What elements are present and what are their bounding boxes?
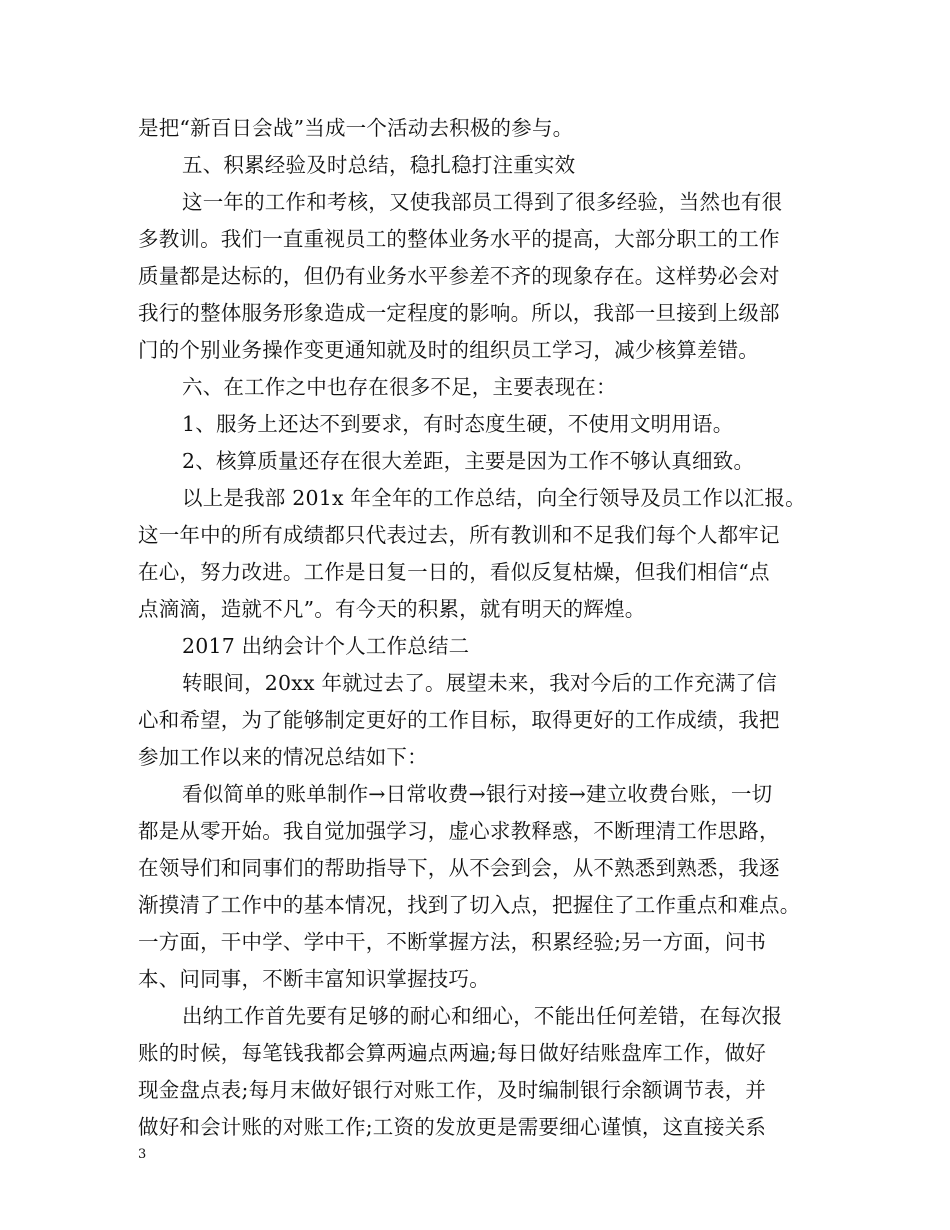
text-line: 质量都是达标的，但仍有业务水平参差不齐的现象存在。这样势必会对 xyxy=(138,264,780,288)
text-line: 1、服务上还达不到要求，有时态度生硬，不使用文明用语。 xyxy=(182,412,734,436)
text-line: 六、在工作之中也存在很多不足，主要表现在： xyxy=(182,375,617,399)
page-number: 3 xyxy=(138,1147,147,1162)
text-line: 心和希望，为了能够制定更好的工作目标，取得更好的工作成绩，我把 xyxy=(138,708,780,732)
text-line: 2017 出纳会计个人工作总结二 xyxy=(182,634,470,658)
text-line: 渐摸清了工作中的基本情况，找到了切入点，把握住了工作重点和难点。 xyxy=(138,893,801,917)
text-line: 点滴滴，造就不凡”。有今天的积累，就有明天的辉煌。 xyxy=(138,597,646,621)
text-line: 门的个别业务操作变更通知就及时的组织员工学习，减少核算差错。 xyxy=(138,338,759,362)
text-line: 都是从零开始。我自觉加强学习，虚心求教释惑，不断理清工作思路， xyxy=(138,819,780,843)
text-line: 这一年的工作和考核，又使我部员工得到了很多经验，当然也有很 xyxy=(182,190,783,214)
text-line: 以上是我部 201x 年全年的工作总结，向全行领导及员工作以汇报。 xyxy=(182,486,806,510)
text-line: 多教训。我们一直重视员工的整体业务水平的提高，大部分职工的工作 xyxy=(138,227,780,251)
text-line: 我行的整体服务形象造成一定程度的影响。所以，我部一旦接到上级部 xyxy=(138,301,780,325)
text-line: 转眼间，20xx 年就过去了。展望未来，我对今后的工作充满了信 xyxy=(182,671,777,695)
document-body xyxy=(138,110,820,1146)
text-line: 看似简单的账单制作→日常收费→银行对接→建立收费台账，一切 xyxy=(182,782,773,806)
text-line: 出纳工作首先要有足够的耐心和细心，不能出任何差错，在每次报 xyxy=(182,1004,783,1028)
text-line: 在心，努力改进。工作是日复一日的，看似反复枯燥，但我们相信“点 xyxy=(138,560,770,584)
text-line: 参加工作以来的情况总结如下： xyxy=(138,745,428,769)
text-line: 本、问同事，不断丰富知识掌握技巧。 xyxy=(138,967,490,991)
text-line: 在领导们和同事们的帮助指导下，从不会到会，从不熟悉到熟悉，我逐 xyxy=(138,856,780,880)
text-line: 五、积累经验及时总结，稳扎稳打注重实效 xyxy=(182,153,576,177)
text-line: 是把“新百日会战”当成一个活动去积极的参与。 xyxy=(138,116,574,140)
text-line: 做好和会计账的对账工作;工资的发放更是需要细心谨慎，这直接关系 xyxy=(138,1115,767,1139)
text-line: 这一年中的所有成绩都只代表过去，所有教训和不足我们每个人都牢记 xyxy=(138,523,780,547)
text-line: 2、核算质量还存在很大差距，主要是因为工作不够认真细致。 xyxy=(182,449,755,473)
text-line: 一方面，干中学、学中干，不断掌握方法，积累经验;另一方面，问书 xyxy=(138,930,767,954)
text-line: 账的时候，每笔钱我都会算两遍点两遍;每日做好结账盘库工作，做好 xyxy=(138,1041,767,1065)
text-line: 现金盘点表;每月末做好银行对账工作，及时编制银行余额调节表，并 xyxy=(138,1078,767,1102)
